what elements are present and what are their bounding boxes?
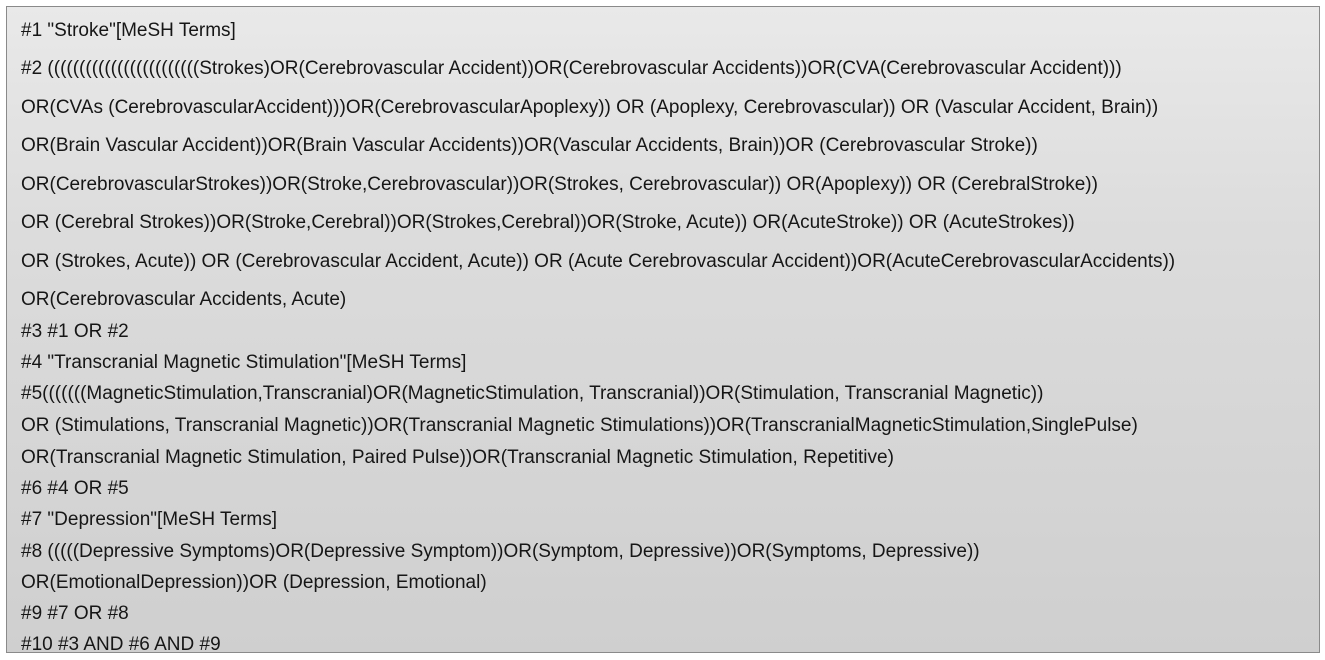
query-line-2-continued: OR (Strokes, Acute)) OR (Cerebrovascular Accident, Acute)) OR (Acute Cerebrovascular Accident))OR(AcuteCerebrovascularAccidents)) [21,251,1176,272]
query-line-2-continued: OR(Brain Vascular Accident))OR(Brain Vascular Accidents))OR(Vascular Accidents, Brain))OR (Cerebrovascular Stroke)) [21,135,1038,156]
query-line-3: #3 #1 OR #2 [21,321,129,342]
query-line-5-continued: OR (Stimulations, Transcranial Magnetic))OR(Transcranial Magnetic Stimulations))OR(TranscranialMagneticStimulation,SinglePulse) [21,415,1138,436]
query-line-6: #6 #4 OR #5 [21,478,129,499]
query-line-8-continued: OR(EmotionalDepression))OR (Depression, Emotional) [21,572,487,593]
search-strategy-box [6,6,1320,653]
query-line-2: #2 ((((((((((((((((((((((((Strokes)OR(Cerebrovascular Accident))OR(Cerebrovascular Accidents))OR(CVA(Cerebrovascular Accident))) [21,58,1122,79]
query-line-1: #1 "Stroke"[MeSH Terms] [21,20,236,41]
query-line-2-continued: OR (Cerebral Strokes))OR(Stroke,Cerebral))OR(Strokes,Cerebral))OR(Stroke, Acute)) OR(AcuteStroke)) OR (AcuteStrokes)) [21,212,1075,233]
query-line-10: #10 #3 AND #6 AND #9 [21,634,221,653]
query-line-5: #5(((((((MagneticStimulation,Transcranial)OR(MagneticStimulation, Transcranial))OR(Stimulation, Transcranial Magnetic)) [21,383,1044,404]
query-line-4: #4 "Transcranial Magnetic Stimulation"[MeSH Terms] [21,352,467,373]
query-line-2-continued: OR(Cerebrovascular Accidents, Acute) [21,289,347,310]
query-line-2-continued: OR(CVAs (CerebrovascularAccident)))OR(CerebrovascularApoplexy)) OR (Apoplexy, Cerebrovascular)) OR (Vascular Accident, Brain)) [21,97,1159,118]
query-line-7: #7 "Depression"[MeSH Terms] [21,509,278,530]
query-line-2-continued: OR(CerebrovascularStrokes))OR(Stroke,Cerebrovascular))OR(Strokes, Cerebrovascular)) OR(Apoplexy)) OR (CerebralStroke)) [21,174,1098,195]
query-line-9: #9 #7 OR #8 [21,603,129,624]
query-line-5-continued: OR(Transcranial Magnetic Stimulation, Paired Pulse))OR(Transcranial Magnetic Stimulation, Repetitive) [21,447,894,468]
query-line-8: #8 (((((Depressive Symptoms)OR(Depressive Symptom))OR(Symptom, Depressive))OR(Symptoms, Depressive)) [21,541,980,562]
